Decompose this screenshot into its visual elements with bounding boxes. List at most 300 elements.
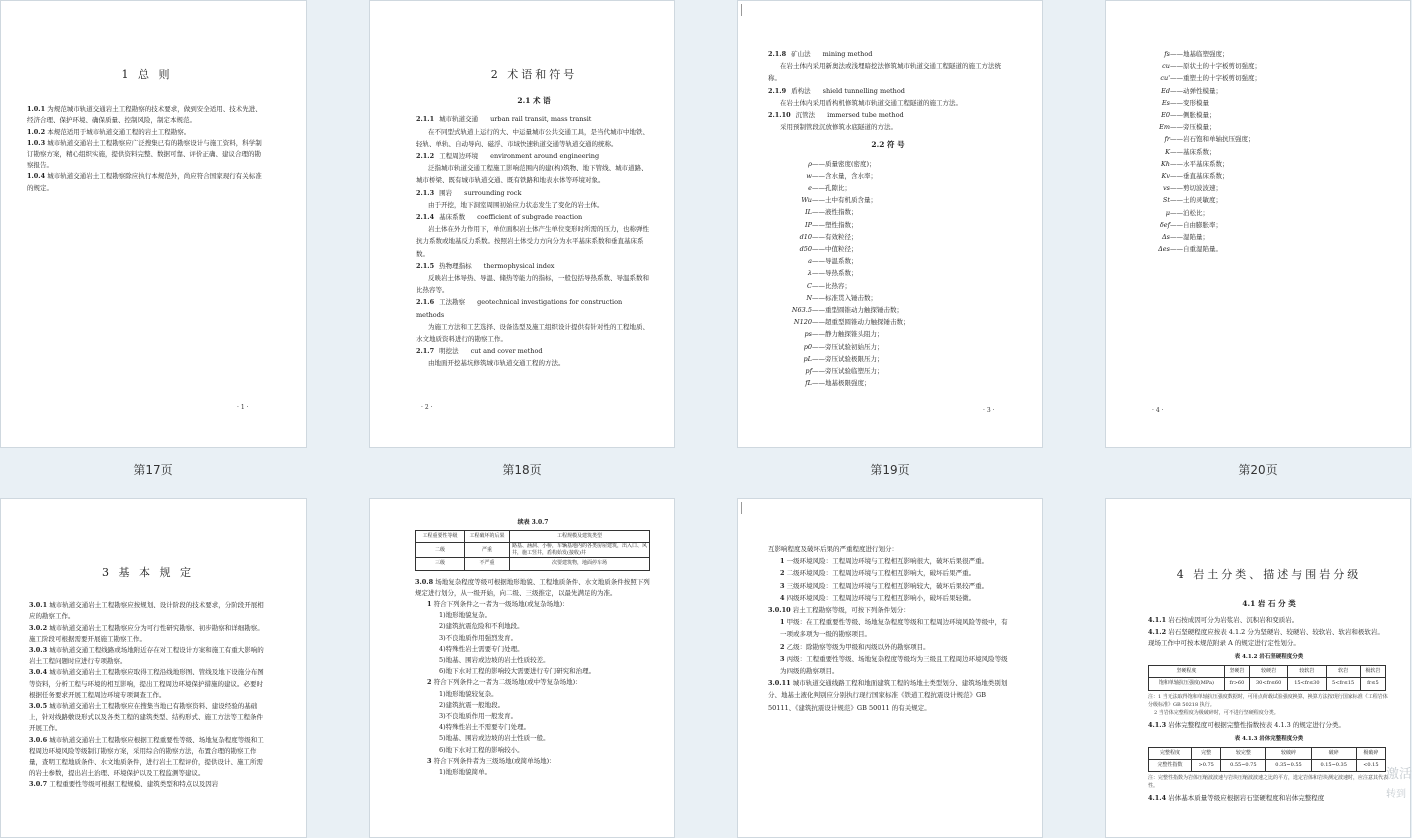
symbol-dash: —— (812, 257, 825, 266)
table-cell: 三级 (416, 558, 465, 570)
page-thumbnail-17[interactable] (0, 0, 307, 448)
term-heading (768, 109, 1008, 121)
symbol: Wu (801, 196, 812, 205)
clause-text: 3)不良地质作用强烈发育。 (439, 633, 518, 642)
page-thumbnail-23[interactable] (737, 498, 1043, 838)
symbol-row (788, 280, 1008, 292)
symbol: Ed (1161, 86, 1170, 95)
term-heading (416, 113, 652, 125)
clause (768, 653, 1008, 677)
table-cell: 极软岩 (1360, 666, 1385, 678)
term-definition: 泛指城市轨道交通工程施工影响范围内的建(构)筑物、地下管线、城市道路、城市桥梁、既有城市轨道交通、既有铁路和地表水体等环境对象。 (416, 164, 648, 185)
table-cell: 不严重 (465, 558, 510, 570)
symbol: w (806, 171, 812, 180)
table-cell: 二级 (416, 543, 465, 558)
clause-text: 1)地形地貌简单。 (439, 768, 492, 777)
symbol: IP (805, 220, 812, 229)
table-cell: 坚硬程度 (1149, 666, 1225, 678)
clause-text: 5)地基、围岩或边坡的岩土性质较差。 (439, 656, 550, 665)
symbol-row (1146, 158, 1386, 170)
symbol-meaning: 质量密度(密度)； (825, 159, 876, 168)
symbol-row (1146, 48, 1386, 60)
symbol-list (1146, 48, 1386, 255)
clause-text: 符合下列条件者为三级场地(或简单场地)： (433, 756, 556, 765)
clause-text: 城市轨道交通工程线路或场地附近存在对工程设计方案和施工有重大影响的岩土工程问题时应进行专项勘察。 (29, 646, 264, 666)
clause (1148, 615, 1390, 626)
clause (29, 645, 267, 667)
table-cell: 坚硬岩 (1224, 666, 1249, 678)
page-thumbnail-20[interactable] (1105, 0, 1411, 448)
page-thumbnail-24[interactable] (1105, 498, 1411, 838)
symbol: λ (807, 269, 812, 278)
term-heading (416, 345, 652, 357)
term-definition: 由地面开挖基坑修筑城市轨道交通工程的方法。 (428, 359, 565, 368)
table-note: 注：完整性指数为岩体压缩波波速与岩块压缩波波速之比的平方，选定岩体和岩块测定波速时，应注意其代表性。 (1148, 775, 1389, 790)
symbol-dash: —— (1170, 98, 1183, 107)
symbol-dash: —— (1170, 62, 1183, 71)
clause (768, 592, 1008, 604)
table-cell: 较完整 (1221, 748, 1266, 760)
symbol: d50 (799, 245, 812, 254)
clause (29, 600, 267, 622)
table-title: 续表 3.0.7 (517, 519, 549, 526)
clause (415, 644, 651, 655)
symbol: fr (1164, 135, 1170, 144)
clause-text: 城市轨道交通岩土工程勘察应分为可行性研究勘察、初步勘察和详细勘察。施工阶段可根据需要开展施工勘察工作。 (29, 623, 264, 643)
chapter-title: 2 术语和符号 (490, 68, 578, 81)
symbol-dash: —— (1170, 135, 1183, 144)
clause-number: 3.0.1 (29, 601, 48, 610)
clause (768, 677, 1008, 714)
clause-text: 甲级：在工程重要性等级、场地复杂程度等级和工程周边环境风险等级中，有一项或多项为一级的勘察项目。 (780, 618, 1008, 639)
clause (415, 610, 651, 621)
symbol-meaning: 泊松比； (1183, 208, 1209, 217)
clause-number: 3.0.2 (29, 623, 48, 632)
table-cell: 0.35~0.55 (1266, 760, 1311, 772)
page-edge-mark (741, 502, 742, 514)
symbol-dash: —— (812, 269, 825, 278)
clause (27, 171, 267, 193)
symbol: E0 (1161, 111, 1170, 120)
clause-number: 1.0.2 (27, 127, 46, 136)
symbol: δef (1159, 220, 1170, 229)
symbol-meaning: 原状土的十字板剪切强度； (1183, 62, 1261, 71)
term-heading (768, 48, 1008, 60)
clause (768, 543, 1008, 555)
symbol-meaning: 地基临塑强度； (1183, 50, 1229, 58)
symbol-dash: —— (812, 367, 825, 376)
clause-number: 4 (780, 593, 785, 602)
symbol-meaning: 侧胀模量； (1183, 111, 1216, 120)
symbol-row (788, 267, 1008, 279)
clause-text: 场地复杂程度等级可根据地形地貌、工程地质条件、水文地质条件按照下列规定进行划分，从一级开始，向二级、三级推定，以最先满足的为准。 (415, 577, 650, 597)
term-list (768, 48, 1008, 133)
clause-number: 2 (427, 678, 432, 687)
clause-text: 5)地基、围岩或边坡的岩土性质一般。 (439, 734, 550, 743)
clause-text: 符合下列条件之一者为一级场地(或复杂场地)： (433, 600, 569, 609)
table-title: 表 4.1.3 岩体完整程度分类 (1234, 735, 1304, 742)
symbol-dash: —— (1170, 184, 1183, 193)
page-number: · 1 · (237, 404, 249, 411)
term-english: urban rail transit, mass transit (490, 115, 592, 124)
term-heading (416, 150, 652, 162)
term-definition: 由于开挖，地下洞室周围初始应力状态发生了变化的岩土体。 (428, 200, 604, 209)
symbol-row (1146, 109, 1386, 121)
clause (29, 779, 267, 790)
term-number: 2.1.7 (416, 347, 435, 356)
table-cell: <0.15 (1356, 760, 1385, 772)
clause-text: 二级环境风险：工程周边环境与工程相互影响大，破坏后果严重。 (786, 569, 976, 578)
clause-number: 1 (780, 618, 785, 627)
importance-level-table (415, 530, 650, 570)
table-cell: 完整性指数 (1149, 760, 1192, 772)
symbol-dash: —— (812, 354, 825, 363)
table-header-row (1149, 666, 1386, 678)
symbol: pL (803, 354, 812, 363)
symbol: Δes (1158, 245, 1170, 254)
table-cell: fr≤5 (1360, 678, 1385, 690)
table-row (416, 543, 650, 558)
watermark-line: 转到 (1385, 789, 1406, 800)
rock-integrity-table (1148, 747, 1386, 772)
clause-number: 2 (780, 642, 785, 651)
symbol-row (788, 194, 1008, 206)
symbol-dash: —— (812, 232, 825, 241)
term-name: 城市轨道交通 (439, 115, 479, 124)
symbol: Es (1161, 98, 1170, 107)
term-definition: 反映岩土体导热、导温、储热等能力的指标，一般包括导热系数、导温系数和比热容等。 (416, 274, 649, 295)
symbol-meaning: 自由膨胀率； (1183, 220, 1222, 229)
clause-text: 为规范城市轨道交通岩土工程勘察的技术要求，做到安全适用、技术先进、经济合理、保护环境、确保质量、控制风险，制定本规范。 (27, 105, 262, 125)
page-thumbnail-19[interactable] (737, 0, 1043, 448)
symbol: Δs (1161, 233, 1170, 242)
table-cell: 极破碎 (1356, 748, 1385, 760)
clause-text: 城市轨道交通岩土工程勘察应根据工程重要性等级、场地复杂程度等级和工程周边环境风险等级制订勘察方案，采用综合的勘察方法，布置合理的勘察工作量，查明工程地质条件、水文地质条件，进行岩土工程评价，提供设计、施工所需的岩土参数，提出岩土治理、环境保护以及工程监测等建议。 (29, 735, 264, 778)
symbol-meaning: 标准贯入锤击数； (825, 293, 877, 302)
term-heading (416, 187, 652, 199)
symbol: N (806, 293, 812, 302)
clause (415, 700, 651, 711)
symbol-row (788, 341, 1008, 353)
term-english: thermophysical index (483, 261, 555, 270)
term-heading (416, 260, 652, 272)
table-cell: 完整 (1192, 748, 1221, 760)
symbol: ρ (808, 159, 812, 168)
symbol-row (1146, 170, 1386, 182)
term-english: coefficient of subgrade reaction (477, 213, 583, 222)
clause-list (29, 600, 267, 790)
table-cell: 完整程度 (1149, 748, 1192, 760)
symbol-dash: —— (812, 159, 825, 168)
clause-text: 丙级：工程重要性等级、场地复杂程度等级均为三级且工程周边环境风险等级为四级的勘察项目。 (780, 654, 1008, 676)
symbol: fL (805, 379, 812, 388)
clause-text: 本规范适用于城市轨道交通工程的岩土工程勘察。 (47, 127, 191, 136)
term-number: 2.1.2 (416, 152, 435, 161)
symbol: μ (1165, 208, 1170, 217)
symbol: e (808, 184, 812, 193)
clause (768, 604, 1008, 616)
symbol-dash: —— (812, 293, 825, 302)
symbol-row (1146, 146, 1386, 158)
table-header-row (1149, 748, 1386, 760)
symbol-row (1146, 60, 1386, 72)
symbol: IL (805, 208, 812, 217)
table-header: 工程重要性等级 (416, 531, 465, 543)
term-number: 2.1.6 (416, 298, 435, 307)
page-thumbnail-22[interactable] (369, 498, 675, 838)
clause (1148, 627, 1390, 649)
table-row (1149, 760, 1386, 772)
clause (415, 711, 651, 722)
table-cell: 次要建筑物，地面停车场 (510, 558, 650, 570)
clause (29, 735, 267, 780)
symbol-meaning: 液性指数； (825, 208, 858, 217)
symbol-dash: —— (1170, 233, 1183, 242)
clause (415, 621, 651, 632)
clause (1148, 793, 1390, 804)
symbol-dash: —— (812, 306, 825, 315)
symbol: St (1162, 196, 1170, 205)
symbol-dash: —— (812, 184, 825, 193)
clause-text: 乙级：除勘察等级为甲级和丙级以外的勘察项目。 (786, 642, 930, 651)
term-name: 热物理指标 (439, 261, 472, 270)
symbol-meaning: 岩石饱和单轴抗压强度； (1183, 135, 1255, 144)
page-label-18[interactable]: 第18页 (502, 463, 542, 477)
table-cell: 0.15~0.35 (1311, 760, 1356, 772)
symbol-row (788, 219, 1008, 231)
symbol-meaning: 基床系数； (1183, 147, 1216, 156)
symbol-row (788, 292, 1008, 304)
symbol-dash: —— (812, 379, 825, 388)
symbol: a (808, 257, 812, 266)
symbol-dash: —— (812, 281, 825, 290)
table-cell: 破碎 (1311, 748, 1356, 760)
symbol-dash: —— (1170, 159, 1183, 168)
symbol: Kv (1161, 172, 1170, 181)
symbol-meaning: 自重湿陷量。 (1183, 245, 1222, 254)
page-number: · 2 · (421, 404, 433, 411)
clause-text: 4)特殊性岩土需要专门处理。 (439, 644, 524, 653)
symbol-dash: —— (812, 171, 825, 180)
page-thumbnail-21[interactable] (0, 498, 307, 838)
clause-number: 1 (427, 600, 432, 609)
symbol: N120 (793, 318, 812, 327)
term-english: surrounding rock (464, 188, 522, 197)
clause-text: 4)特殊性岩土不需要专门处理。 (439, 723, 531, 732)
clause-text: 1)地形地貌较复杂。 (439, 689, 498, 698)
term-definition: 为施工方法和工艺选择、设备选型及施工组织设计提供有针对性的工程地质、水文地质资料进行的勘察工作。 (416, 322, 649, 344)
term-number: 2.1.5 (416, 261, 435, 270)
clause (27, 138, 267, 172)
clause-number: 3.0.5 (29, 702, 48, 711)
clause-text: 城市轨道交通岩土工程勘察应取得工程沿线地形图、管线及地下设施分布图等资料，分析工程与环境的相互影响，提出工程周边环境保护措施的建议。必要时根据任务要求开展工程周边环境专项调查工作。 (29, 668, 264, 699)
symbol-row (1146, 219, 1386, 231)
symbol: Kh (1160, 159, 1170, 168)
symbol: pf (805, 367, 812, 376)
term-name: 矿山法 (791, 50, 811, 58)
clause (415, 767, 651, 778)
chapter-title: 4 岩土分类、描述与围岩分级 (1176, 568, 1362, 581)
term-name: 盾构法 (791, 86, 811, 95)
symbol-meaning: 含水量，含水率； (825, 171, 877, 180)
page-number: · 4 · (1152, 407, 1164, 414)
clause (415, 722, 651, 733)
table-header: 工程破坏的后果 (465, 531, 510, 543)
term-english: immersed tube method (827, 111, 904, 120)
page-label-17[interactable]: 第17页 (133, 463, 173, 477)
clause (415, 677, 651, 688)
clause (29, 667, 267, 701)
symbol: p0 (803, 342, 812, 351)
term-name: 基床系数 (439, 213, 466, 222)
symbol-meaning: 塑性指数； (825, 220, 858, 229)
symbol-dash: —— (812, 196, 825, 205)
table-header: 工程规模及建筑类型 (510, 531, 650, 543)
table-row (416, 558, 650, 570)
clause-list (768, 543, 1008, 714)
symbol-meaning: 剪切波波速； (1183, 184, 1222, 193)
term-name: 明挖法 (439, 347, 459, 356)
symbol-meaning: 导热系数； (825, 269, 858, 278)
term-name: 围岩 (439, 188, 453, 197)
term-list (416, 113, 652, 369)
term-name: 工程周边环境 (439, 152, 479, 161)
clause-text: 三级环境风险：工程周边环境与工程相互影响较大，破坏后果较严重。 (786, 581, 989, 590)
page-label-20[interactable]: 第20页 (1238, 463, 1278, 477)
clause-text: 符合下列条件之一者为二级场地(或中等复杂场地)： (433, 678, 582, 687)
clause-list (415, 577, 651, 779)
clause-text: 岩体基本质量等级应根据岩石坚硬程度和岩体完整程度 (1168, 794, 1325, 803)
symbol-row (788, 316, 1008, 328)
symbol-row (788, 170, 1008, 182)
table-cell: 5<fr≤15 (1326, 678, 1360, 690)
symbol-row (1146, 207, 1386, 219)
table-note: 注：1 当无法取得饱和单轴抗压强度数据时，可用点荷载试验强度换算，换算方法按现行国家标准《工程岩体分级标准》GB 50218 执行。 (1148, 693, 1388, 708)
term-definition: 在岩土体内采用新奥法或浅埋暗挖法修筑城市轨道交通工程隧道的施工方法统称。 (768, 62, 1001, 83)
symbol: C (807, 281, 812, 290)
symbol-meaning: 中值粒径； (825, 245, 858, 254)
term-definition: 在岩土体内采用盾构机修筑城市轨道交通工程隧道的施工方法。 (780, 98, 962, 107)
term-english: environment around engineering (490, 152, 600, 161)
symbol: N63.5 (791, 306, 812, 315)
clause (415, 666, 651, 677)
clause-number: 3.0.11 (768, 679, 791, 688)
symbol-row (1146, 85, 1386, 97)
clause (29, 623, 267, 645)
symbol-dash: —— (1170, 196, 1183, 205)
symbol-dash: —— (812, 318, 825, 327)
clause (768, 567, 1008, 579)
clause-number: 4.1.4 (1148, 794, 1167, 803)
page-thumbnail-18[interactable] (369, 0, 675, 448)
clause-text: 1)地形地貌复杂。 (439, 611, 492, 620)
symbol-dash: —— (1170, 74, 1183, 83)
symbol-meaning: 重型圆锥动力触探锤击数； (825, 306, 903, 315)
term-english: mining method (822, 50, 873, 58)
clause-number: 3.0.4 (29, 668, 48, 677)
symbol-meaning: 土的灵敏度； (1183, 196, 1222, 205)
clause-text: 互影响程度及破坏后果的严重程度进行划分： (768, 545, 898, 553)
clause-text: 岩石按成因可分为岩浆岩、沉积岩和变质岩。 (1168, 616, 1299, 625)
clause-text: 岩石坚硬程度应按表 4.1.2 分为坚硬岩、较硬岩、较软岩、软岩和极软岩。现场工作中可按本规范附录 A 的规定进行定性划分。 (1148, 627, 1384, 647)
table-cell: 软岩 (1326, 666, 1360, 678)
table-cell: 较破碎 (1266, 748, 1311, 760)
symbol-dash: —— (812, 330, 825, 339)
clause (29, 701, 267, 735)
term-number: 2.1.4 (416, 213, 435, 222)
clause (415, 689, 651, 700)
symbol: d10 (799, 232, 812, 241)
clause-number: 1 (780, 557, 785, 566)
table-cell: 严重 (465, 543, 510, 558)
symbol-meaning: 比热容； (825, 281, 851, 290)
clause (415, 577, 651, 599)
symbol-row (788, 353, 1008, 365)
term-number: 2.1.9 (768, 86, 787, 95)
term-definition: 采用预制管段沉放修筑水底隧道的方法。 (780, 123, 897, 132)
page-label-19[interactable]: 第19页 (870, 463, 910, 477)
symbol-meaning: 有效粒径； (825, 232, 858, 241)
symbol-row (788, 304, 1008, 316)
term-heading (416, 296, 652, 320)
symbol: fs (1164, 50, 1170, 58)
symbol-row (1146, 133, 1386, 145)
section-title: 2.2 符 号 (871, 140, 905, 150)
symbol-row (788, 158, 1008, 170)
clause-number: 1.0.4 (27, 172, 46, 181)
symbol-meaning: 土中有机质含量； (825, 196, 877, 205)
symbol-row (1146, 97, 1386, 109)
clause-number: 3.0.3 (29, 646, 48, 655)
symbol-dash: —— (1170, 111, 1183, 120)
clause-text: 岩土工程勘察等级，可按下列条件划分： (792, 606, 910, 615)
term-number: 2.1.3 (416, 188, 435, 197)
clause-number: 3 (780, 581, 785, 590)
clause-text: 城市轨道交通线路工程和地面建筑工程的场地土类型划分、建筑场地类别划分、地基土液化判别应分别执行现行国家标准《铁道工程抗震设计规范》GB 50111、《建筑抗震设计规范》GB 50011 的有关规定。 (768, 679, 1008, 712)
clause (27, 104, 267, 126)
clause-text: 6)地下水对工程的影响较小。 (439, 745, 524, 754)
term-number: 2.1.1 (416, 115, 435, 124)
clause-text: 工程重要性等级可根据工程规模、建筑类型和特点以及因岩 (49, 780, 219, 789)
symbol-dash: —— (812, 245, 825, 254)
clause (415, 756, 651, 767)
clause-text: 城市轨道交通岩土工程勘察应在搜集当地已有勘察资料、建设经验的基础上，针对线路敷设形式以及各类工程的建筑类型、结构形式、施工方法等工程条件开展工作。 (29, 702, 263, 733)
symbol-meaning: 变形模量 (1183, 98, 1209, 107)
section-title: 4.1 岩 石 分 类 (1242, 599, 1296, 609)
clause-number: 3.0.7 (29, 780, 48, 789)
symbol-dash: —— (1170, 86, 1183, 95)
clause-number: 3.0.8 (415, 577, 434, 586)
clause-number: 1.0.1 (27, 105, 46, 114)
clause-text: 四级环境风险：工程周边环境与工程相互影响小，破坏后果轻微。 (786, 593, 976, 602)
term-definition: 在不同型式轨道上运行的大、中运量城市公共交通工具，是当代城市中地铁、轻轨、单轨、自动导向、磁浮、市域快速轨道交通等轨道交通的统称。 (416, 127, 649, 148)
clause-number: 4.1.1 (1148, 616, 1167, 625)
table-cell: 30<fr≤60 (1250, 678, 1288, 690)
symbol-row (788, 377, 1008, 389)
clause-number: 3 (780, 654, 785, 663)
symbol: cu' (1160, 74, 1170, 83)
symbol-row (788, 365, 1008, 377)
table-cell: >0.75 (1192, 760, 1221, 772)
clause (415, 733, 651, 744)
symbol: K (1165, 147, 1170, 156)
table-cell: 较硬岩 (1250, 666, 1288, 678)
clause-number: 4.1.3 (1148, 720, 1167, 729)
symbol: vs (1162, 184, 1170, 193)
section-title: 2.1 术 语 (517, 96, 551, 106)
clause-text: 岩体完整程度可根据完整性指数按表 4.1.3 的规定进行分类。 (1168, 720, 1345, 729)
clause (768, 580, 1008, 592)
